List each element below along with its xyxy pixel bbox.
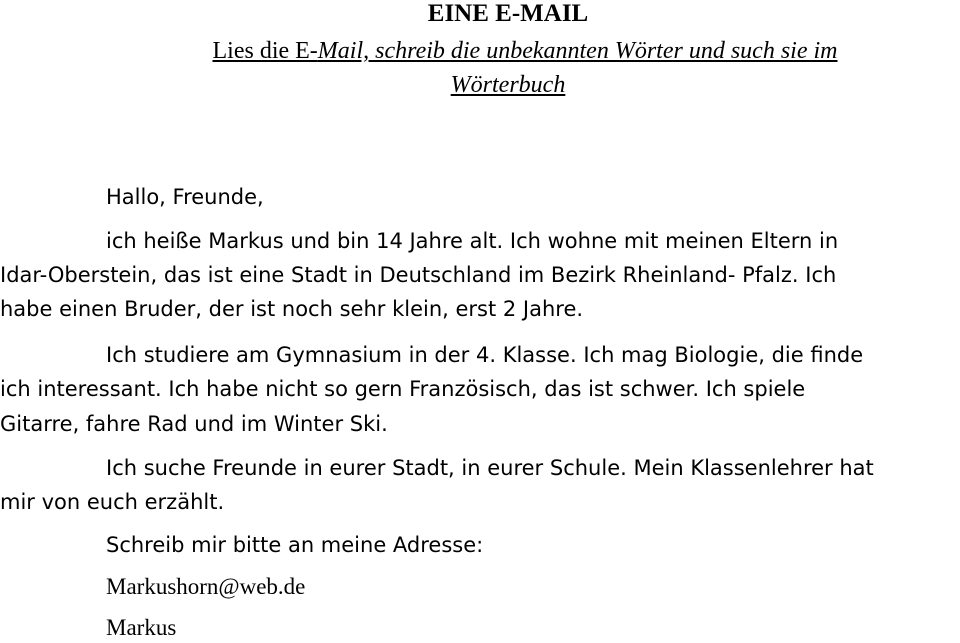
- instruction-prefix: Lies die E-: [212, 38, 318, 64]
- paragraph-2-line-2: ich interessant. Ich habe nicht so gern Französisch, das ist schwer. Ich spiele: [0, 377, 806, 401]
- paragraph-1-line-2: Idar-Oberstein, das ist eine Stadt in Deutschland im Bezirk Rheinland- Pfalz. Ich: [0, 263, 837, 287]
- instruction: [140, 34, 910, 102]
- instruction-line-1: Mail, schreib die unbekannten Wörter und such sie im: [317, 38, 838, 64]
- paragraph-2-line-3: Gitarre, fahre Rad und im Winter Ski.: [0, 412, 388, 436]
- paragraph-3-line-2: mir von euch erzählt.: [0, 490, 225, 514]
- email-address: Markushorn@web.de: [106, 574, 306, 599]
- signature: Markus: [106, 615, 177, 640]
- page-title: EINE E-MAIL: [427, 0, 589, 27]
- address-request: Schreib mir bitte an meine Adresse:: [106, 533, 484, 557]
- paragraph-3-line-1: Ich suche Freunde in eurer Stadt, in eurer Schule. Mein Klassenlehrer hat: [106, 456, 874, 480]
- instruction-line-2: Wörterbuch: [450, 72, 566, 98]
- paragraph-2-line-1: Ich studiere am Gymnasium in der 4. Klasse. Ich mag Biologie, die finde: [106, 343, 864, 367]
- greeting: Hallo, Freunde,: [106, 185, 264, 209]
- paragraph-1-line-3: habe einen Bruder, der ist noch sehr klein, erst 2 Jahre.: [0, 297, 584, 321]
- paragraph-1-line-1: ich heiße Markus und bin 14 Jahre alt. Ich wohne mit meinen Eltern in: [106, 229, 839, 253]
